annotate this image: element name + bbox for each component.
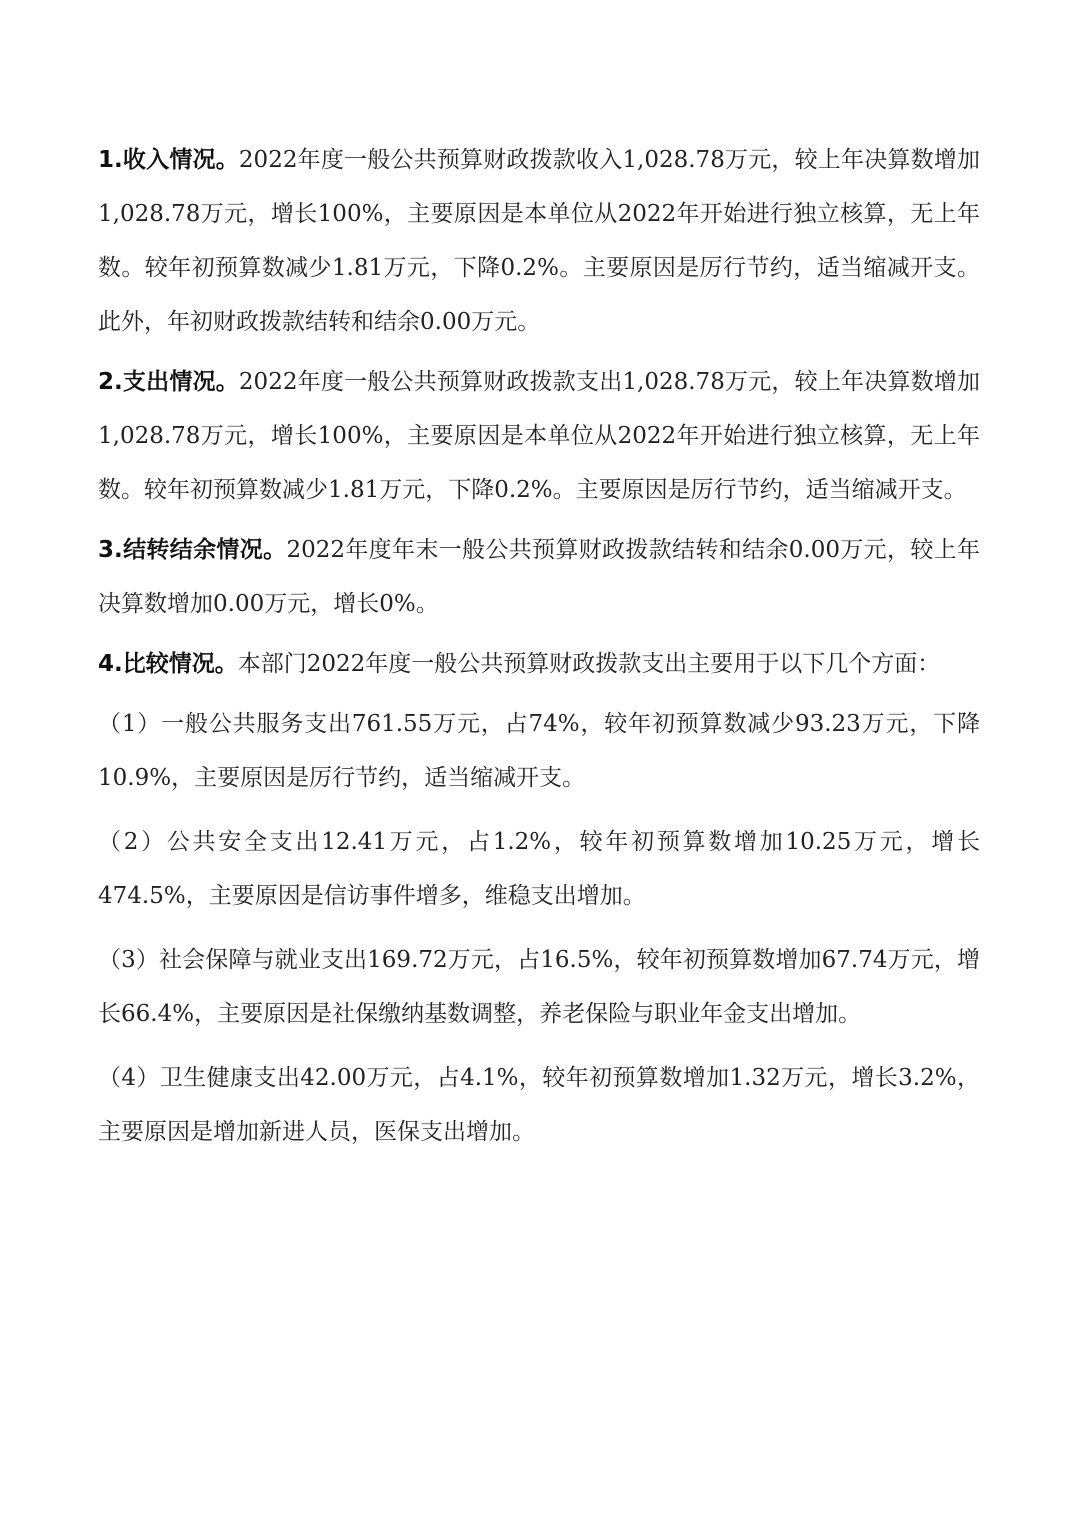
list-item: （1）一般公共服务支出761.55万元，占74%，较年初预算数减少93.23万元，下降10.9%，主要原因是厉行节约，适当缩减开支。: [98, 711, 980, 791]
section-income: [98, 133, 980, 349]
section-heading: 4.比较情况。: [98, 651, 238, 677]
list-item: （4）卫生健康支出42.00万元，占4.1%，较年初预算数增加1.32万元，增长3.2%，主要原因是增加新进人员，医保支出增加。: [98, 1065, 980, 1145]
list-item: （2）公共安全支出12.41万元，占1.2%，较年初预算数增加10.25万元，增长474.5%，主要原因是信访事件增多，维稳支出增加。: [98, 829, 980, 909]
list-item: （3）社会保障与就业支出169.72万元，占16.5%，较年初预算数增加67.74万元，增长66.4%，主要原因是社保缴纳基数调整，养老保险与职业年金支出增加。: [98, 947, 980, 1027]
section-text: 2022年度一般公共预算财政拨款支出1,028.78万元，较上年决算数增加1,028.78万元，增长100%，主要原因是本单位从2022年开始进行独立核算，无上年数。较年初预算数减少1.81万元，下降0.2%。主要原因是厉行节约，适当缩减开支。: [98, 369, 980, 503]
section-text: 2022年度年末一般公共预算财政拨款结转和结余0.00万元，较上年决算数增加0.00万元，增长0%。: [98, 537, 980, 617]
section-comparison: [98, 637, 980, 691]
section-text: 2022年度一般公共预算财政拨款收入1,028.78万元，较上年决算数增加1,028.78万元，增长100%，主要原因是本单位从2022年开始进行独立核算，无上年数。较年初预算数减少1.81万元，下降0.2%。主要原因是厉行节约，适当缩减开支。此外，年初财政拨款结转和结余0.00万元。: [98, 147, 980, 335]
section-heading: 3.结转结余情况。: [98, 537, 287, 563]
section-heading: 1.收入情况。: [98, 147, 239, 173]
section-heading: 2.支出情况。: [98, 369, 239, 395]
section-expenditure: [98, 355, 980, 517]
section-carryover: [98, 523, 980, 631]
document-page: [98, 133, 980, 1169]
section-text: 本部门2022年度一般公共预算财政拨款支出主要用于以下几个方面：: [237, 651, 941, 677]
